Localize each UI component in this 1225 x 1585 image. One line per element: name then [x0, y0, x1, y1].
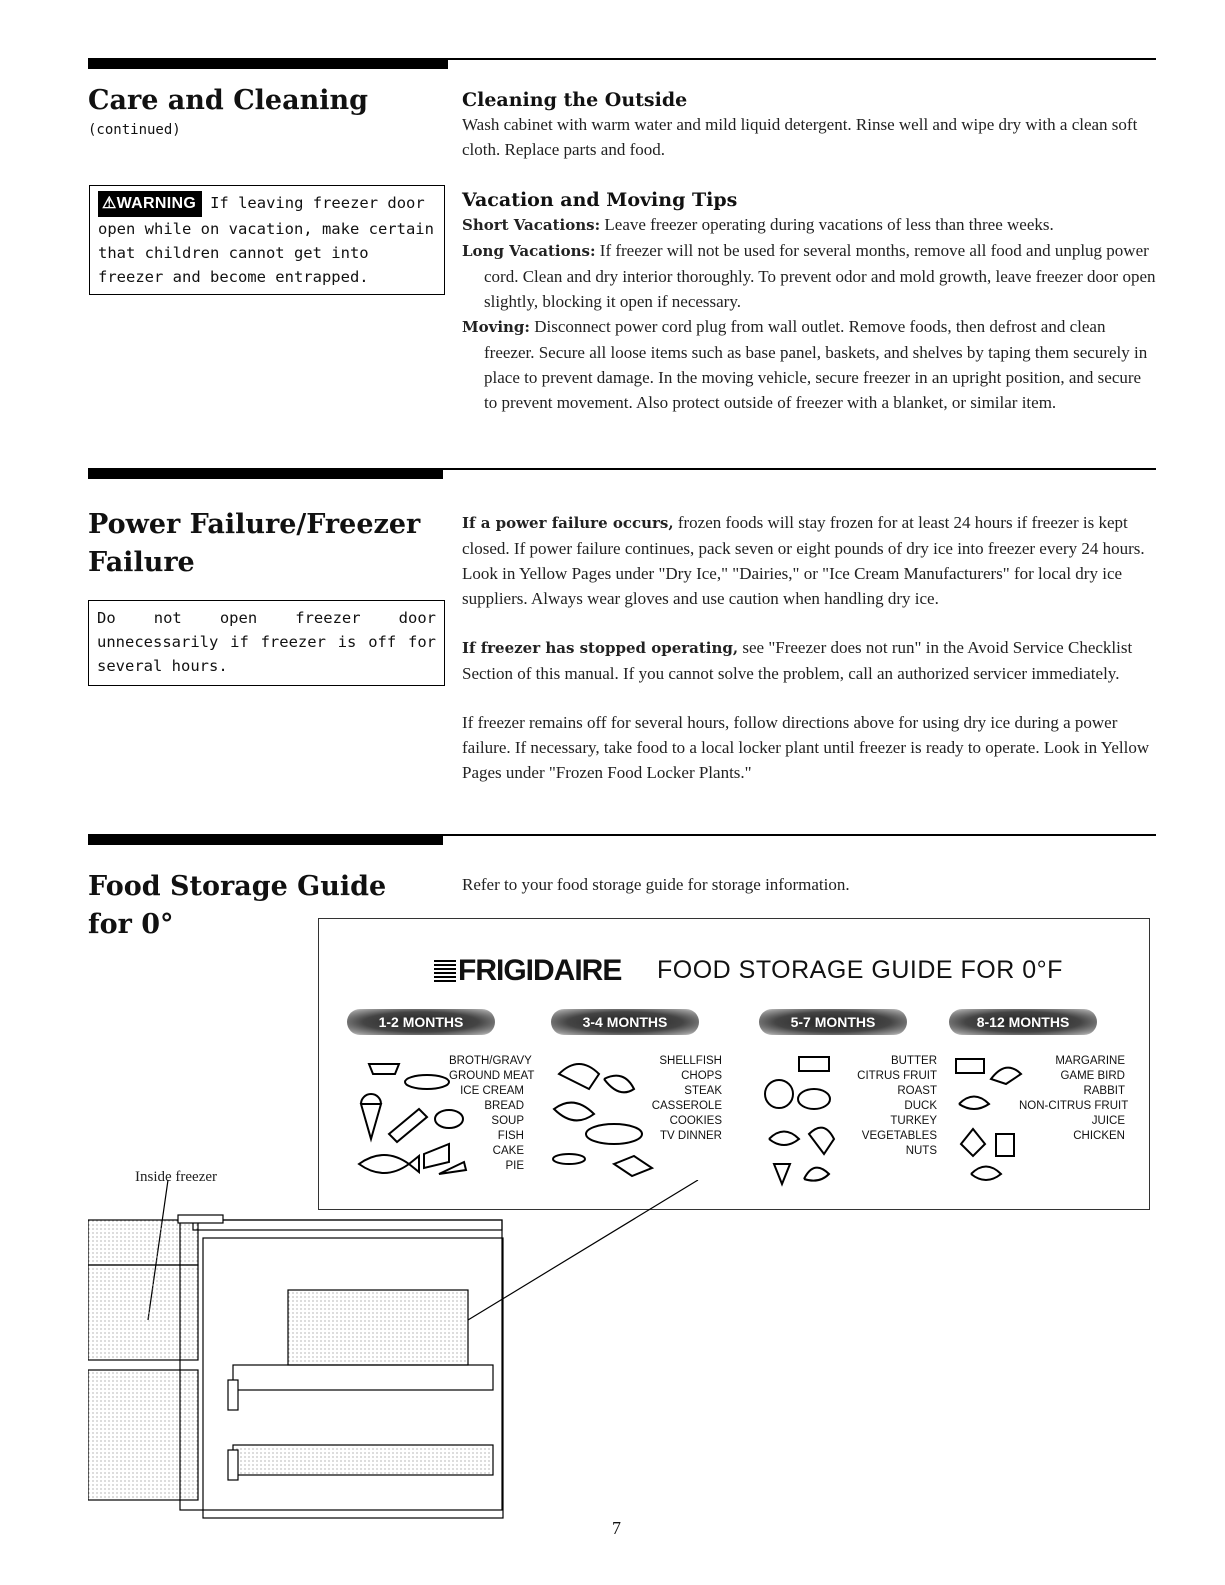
food-list-col1: BROTH/GRAVY GROUND MEAT ICE CREAM BREAD SOUP FISH CAKE PIE	[449, 1055, 535, 1172]
butter-icon	[799, 1057, 829, 1071]
inside-freezer-label: Inside freezer	[135, 1169, 218, 1185]
power-paragraph-3: If freezer remains off for several hours, follow directions above for using dry ice during a power failure. If necessary, take food to a local locker plant until freezer is ready to operate. Look in Yellow Pages under "Frozen Food Locker Plants."	[462, 713, 1150, 782]
warning-text: If leaving freezer door open while on vacation, make certain that children cannot get into freezer and become entrapped.	[98, 194, 434, 286]
storage-intro: Refer to your food storage guide for storage information.	[462, 875, 850, 894]
margarine-icon	[956, 1059, 984, 1073]
citrus-fruit-icon	[765, 1080, 793, 1108]
door-shelf-1	[233, 1365, 493, 1390]
food-list-col4: MARGARINE GAME BIRD RABBIT NON-CITRUS FRUIT JUICE CHICKEN	[1019, 1055, 1129, 1142]
bread-icon	[389, 1109, 427, 1142]
months-badge: 8-12 MONTHS	[949, 1009, 1097, 1035]
warning-content	[90, 186, 444, 289]
guide-on-door	[288, 1290, 468, 1365]
cleaning-outside-text: Wash cabinet with warm water and mild liquid detergent. Rinse well and wipe dry with a clean soft cloth. Replace parts and food.	[462, 115, 1138, 159]
warning-badge: ⚠WARNING	[98, 191, 202, 217]
juice-icon	[996, 1134, 1014, 1156]
power-paragraph-1: If a power failure occurs, frozen foods will stay frozen for at least 24 hours if freezer is kept closed. If power failure continues, pack seven or eight pounds of dry ice into freezer every 24 hours. Look in Yellow Pages under "Dry Ice," "Dairies," or "Ice Cream Manufacturers" for local dry ice suppliers. Always wear gloves and use caution when handling dry ice.	[462, 513, 1145, 608]
months-badge: 1-2 MONTHS	[347, 1009, 495, 1035]
tv-dinner-icon	[614, 1156, 652, 1176]
duck-icon	[769, 1132, 799, 1146]
care-subtitle: (continued)	[88, 122, 181, 138]
section-rule-thin	[88, 468, 1156, 470]
power-text-block	[462, 510, 1157, 785]
vegetables-icon	[774, 1164, 790, 1184]
freezer-interior-illustration	[88, 1180, 718, 1520]
power-caution-box	[88, 600, 445, 686]
storage-title: Food Storage Guide for 0°	[88, 871, 387, 940]
frigidaire-logo: FRIGIDAIRE	[434, 954, 621, 988]
vacation-block	[462, 188, 1157, 415]
non-citrus-fruit-icon	[961, 1129, 985, 1156]
casserole-icon	[586, 1124, 642, 1144]
care-title: Care and Cleaning	[88, 85, 369, 116]
ice-cream-icon	[361, 1094, 381, 1139]
game-bird-icon	[991, 1068, 1021, 1084]
food-list-col3: BUTTER CITRUS FRUIT ROAST DUCK TURKEY VEGETABLES NUTS	[857, 1055, 937, 1157]
brand-mark-icon	[434, 960, 456, 982]
months-badge: 3-4 MONTHS	[551, 1009, 699, 1035]
section-rule-thin	[88, 834, 1156, 836]
power-title: Power Failure/Freezer Failure	[88, 509, 421, 578]
food-storage-guide-panel	[318, 918, 1150, 1210]
chicken-icon	[971, 1167, 1001, 1181]
months-badge: 5-7 MONTHS	[759, 1009, 907, 1035]
guide-title: FOOD STORAGE GUIDE FOR 0°F	[657, 956, 1063, 984]
food-list-col2: SHELLFISH CHOPS STEAK CASSEROLE COOKIES TV DINNER	[651, 1055, 722, 1142]
cleaning-outside-block	[462, 88, 1157, 162]
nuts-icon	[804, 1168, 829, 1181]
power-caution-text: Do not open freezer door unnecessarily if freezer is off for several hours.	[97, 609, 436, 675]
chops-icon	[604, 1076, 634, 1093]
warning-icon: ⚠	[102, 195, 117, 212]
power-paragraph-2: If freezer has stopped operating, see "Freezer does not run" in the Avoid Service Checklist Section of this manual. If you cannot solve the problem, call an authorized servicer immediately.	[462, 638, 1133, 683]
freezer-door-inner	[203, 1238, 503, 1518]
section-rule-thin	[88, 58, 1156, 60]
turkey-icon	[809, 1128, 834, 1154]
long-vacation-paragraph: Long Vacations: If freezer will not be used for several months, remove all food and unplug power cord. Clean and dry interior thoroughly. To prevent odor and mold growth, leave freezer door open slightly, blocking it open if necessary.	[462, 241, 1156, 311]
cake-icon	[424, 1144, 449, 1168]
fish-icon	[359, 1155, 419, 1173]
warning-box	[89, 185, 445, 295]
rabbit-icon	[959, 1097, 989, 1110]
roast-icon	[798, 1089, 830, 1109]
steak-icon	[554, 1103, 594, 1121]
cleaning-outside-heading: Cleaning the Outside	[462, 89, 688, 111]
lobster-icon	[559, 1064, 599, 1089]
moving-paragraph: Moving: Disconnect power cord plug from wall outlet. Remove foods, then defrost and clean freezer. Secure all loose items such as base panel, baskets, and shelves by taping them securely in place to prevent damage. In the moving vehicle, secure freezer in an upright position, and secure to prevent movement. Also protect outside of freezer with a blanket, or similar item.	[462, 317, 1148, 412]
vacation-heading: Vacation and Moving Tips	[462, 189, 738, 211]
cookies-icon	[553, 1154, 585, 1164]
short-vacation-paragraph: Short Vacations: Leave freezer operating during vacations of less than three weeks.	[462, 215, 1054, 234]
food-illustrations-col3	[759, 1049, 849, 1189]
page-number: 7	[612, 1518, 621, 1538]
gravy-boat-icon	[369, 1064, 399, 1074]
ground-meat-icon	[405, 1075, 449, 1089]
